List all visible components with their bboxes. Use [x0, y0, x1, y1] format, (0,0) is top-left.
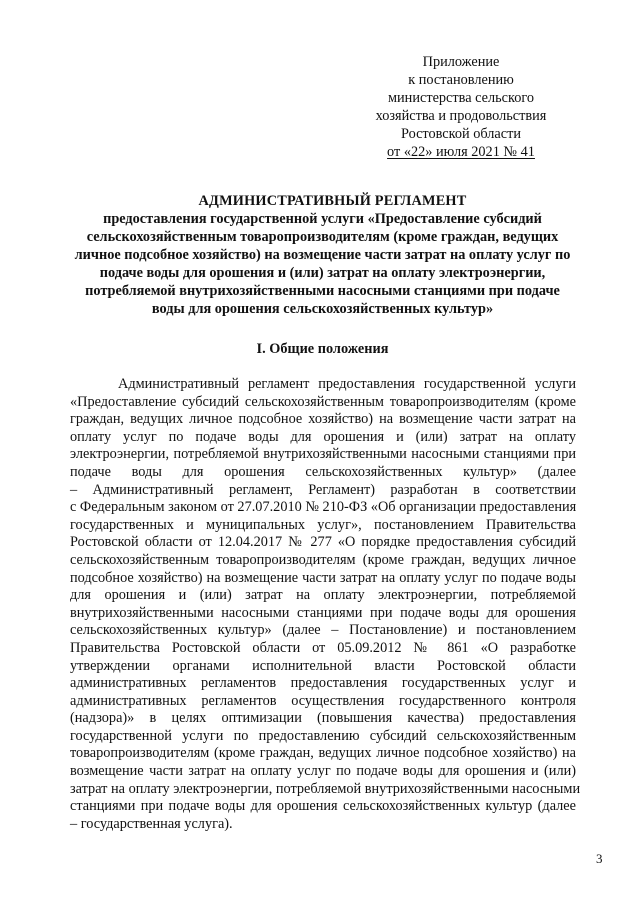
- page-number: 3: [596, 851, 603, 866]
- body-line: станциями при подаче воды для орошения сельскохозяйственных культур (далее: [70, 798, 576, 815]
- body-line: возмещение части затрат на оплату услуг по подаче воды для орошения и (или): [70, 763, 576, 780]
- body-line: подаче воды для орошения сельскохозяйственных культур» (далее: [70, 463, 576, 480]
- appendix-line: министерства сельского: [387, 90, 535, 106]
- body-line: Административный регламент предоставления государственной услуги: [118, 376, 576, 392]
- body-line: граждан, ведущих личное подсобное хозяйство) на возмещение части затрат на: [70, 411, 576, 428]
- body-line: оплату услуг по подаче воды для орошения и (или) затрат на оплату: [70, 428, 576, 445]
- body-line: Ростовской области от 12.04.2017 № 277 «О порядке предоставления субсидий: [70, 534, 576, 551]
- body-line: электроэнергии, потребляемой внутрихозяйственными насосными станциями при: [70, 446, 576, 463]
- regulation-title-line: сельскохозяйственным товаропроизводителям (кроме граждан, ведущих: [86, 229, 559, 245]
- body-line: «Предоставление субсидий сельскохозяйственным товаропроизводителям (кроме: [70, 393, 576, 410]
- body-line: государственной услуги по предоставлению субсидий сельскохозяйственным: [70, 727, 576, 744]
- regulation-title-line: потребляемой внутрихозяйственными насосными станциями при подаче: [85, 283, 560, 299]
- regulation-title-main: АДМИНИСТРАТИВНЫЙ РЕГЛАМЕНТ: [198, 193, 467, 209]
- body-line: государственных и муниципальных услуг», постановлением Правительства: [70, 516, 576, 533]
- appendix-line: Ростовской области: [400, 126, 522, 142]
- body-line: (надзора)» в целях оптимизации (повышения качества) предоставления: [70, 710, 576, 727]
- body-line: Правительства Ростовской области от 05.09.2012 № 861 «О разработке: [70, 639, 576, 656]
- section-heading: I. Общие положения: [256, 341, 389, 357]
- body-line: внутрихозяйственными насосными станциями при подаче воды для орошения: [70, 604, 576, 621]
- body-line: сельскохозяйственных культур» (далее – Постановление) и постановлением: [70, 622, 576, 639]
- regulation-title-line: подаче воды для орошения и (или) затрат на оплату электроэнергии,: [99, 265, 546, 281]
- appendix-line: Приложение: [422, 54, 500, 70]
- appendix-date-number: от «22» июля 2021 № 41: [387, 144, 535, 160]
- body-line: товаропроизводителям (кроме граждан, ведущих личное подсобное хозяйство) на: [70, 745, 576, 762]
- body-line: сельскохозяйственным товаропроизводителям (кроме граждан, ведущих личное: [70, 551, 576, 568]
- body-paragraph: [70, 376, 581, 833]
- body-line: с Федеральным законом от 27.07.2010 № 210-ФЗ «Об организации предоставления: [70, 499, 577, 516]
- regulation-title-line: предоставления государственной услуги «Предоставление субсидий: [103, 211, 542, 227]
- body-line: административных регламентов осуществления государственного контроля: [70, 692, 576, 709]
- regulation-title-line: личное подсобное хозяйство) на возмещение части затрат на оплату услуг по: [74, 247, 571, 263]
- body-line: утверждении органами исполнительной власти Ростовской области: [70, 657, 576, 674]
- body-line: затрат на оплату электроэнергии, потребляемой внутрихозяйственными насосными: [70, 780, 581, 797]
- regulation-title-line: воды для орошения сельскохозяйственных культур»: [151, 301, 494, 317]
- body-line: подсобное хозяйство) на возмещение части затрат на оплату услуг по подаче воды: [70, 569, 576, 586]
- body-line: административных регламентов предоставления государственных услуг и: [70, 675, 576, 692]
- body-line: – государственная услуга).: [70, 815, 233, 832]
- body-line: – Административный регламент, Регламент) разработан в соответствии: [70, 481, 576, 498]
- body-line: для орошения и (или) затрат на оплату электроэнергии, потребляемой: [70, 587, 576, 604]
- appendix-line: хозяйства и продовольствия: [375, 108, 547, 124]
- regulation-title: [70, 192, 575, 318]
- appendix-block: [350, 53, 572, 161]
- appendix-line: к постановлению: [408, 72, 514, 88]
